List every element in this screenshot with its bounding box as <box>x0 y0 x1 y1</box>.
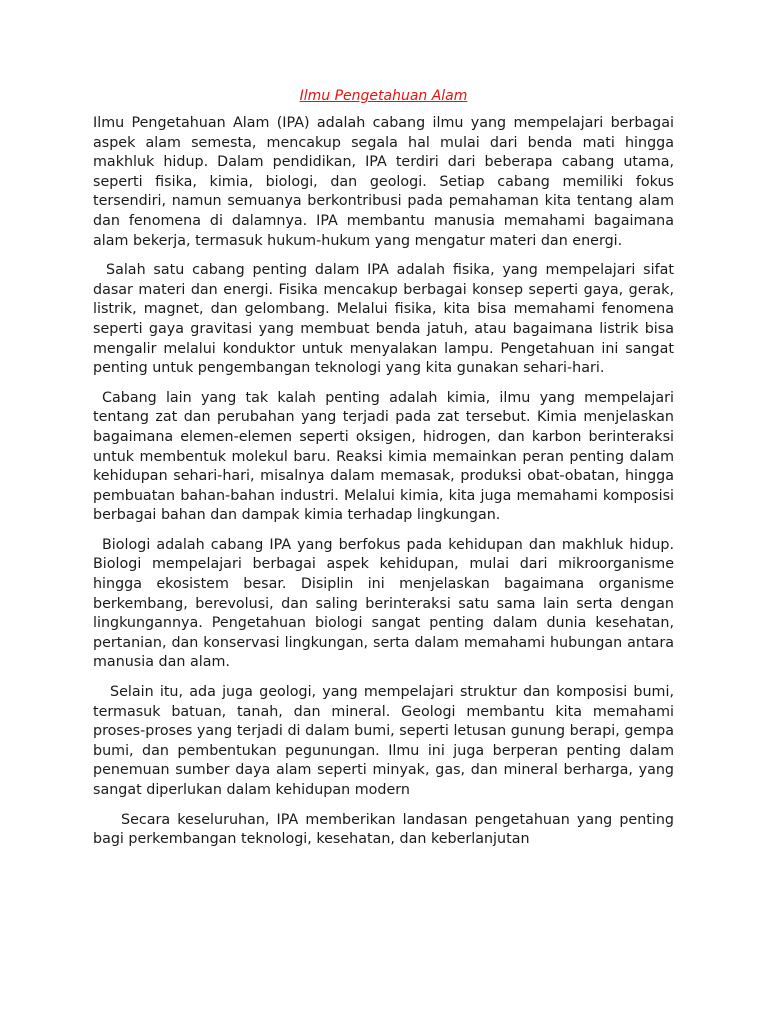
paragraph-biologi: Biologi adalah cabang IPA yang berfokus pada kehidupan dan makhluk hidup. Biologi mempelajari berbagai aspek kehidupan, mulai dari mikroorganisme hingga ekosistem besar. Disiplin ini menjelaskan bagaimana organisme berkembang, berevolusi, dan saling berinteraksi satu sama lain serta dengan lingkungannya. Pengetahuan biologi sangat penting dalam dunia kesehatan, pertanian, dan konservasi lingkungan, serta dalam memahami hubungan antara manusia dan alam. <box>93 536 674 671</box>
paragraph-fisika: Salah satu cabang penting dalam IPA adalah fisika, yang mempelajari sifat dasar materi dan energi. Fisika mencakup berbagai konsep seperti gaya, gerak, listrik, magnet, dan gelombang. Melalui fisika, kita bisa memahami fenomena seperti gaya gravitasi yang membuat benda jatuh, atau bagaimana listrik bisa mengalir melalui konduktor untuk menyalakan lampu. Pengetahuan ini sangat penting untuk pengembangan teknologi yang kita gunakan sehari-hari. <box>93 262 674 377</box>
paragraph-geologi: Selain itu, ada juga geologi, yang mempelajari struktur dan komposisi bumi, termasuk batuan, tanah, dan mineral. Geologi membantu kita memahami proses-proses yang terjadi di dalam bumi, seperti letusan gunung berapi, gempa bumi, dan pembentukan pegunungan. Ilmu ini juga berperan penting dalam penemuan sumber daya alam seperti minyak, gas, dan mineral berharga, yang sangat diperlukan dalam kehidupan modern <box>93 684 674 798</box>
paragraph-intro: Ilmu Pengetahuan Alam (IPA) adalah cabang ilmu yang mempelajari berbagai aspek alam semesta, mencakup segala hal mulai dari benda mati hingga makhluk hidup. Dalam pendidikan, IPA terdiri dari beberapa cabang utama, seperti fisika, kimia, biologi, dan geologi. Setiap cabang memiliki fokus tersendiri, namun semuanya berkontribusi pada pemahaman kita tentang alam dan fenomena di dalamnya. IPA membantu manusia memahami bagaimana alam bekerja, termasuk hukum-hukum yang mengatur materi dan energi. <box>93 115 674 249</box>
document-title: Ilmu Pengetahuan Alam <box>299 88 468 104</box>
paragraph-kimia: Cabang lain yang tak kalah penting adalah kimia, ilmu yang mempelajari tentang zat dan perubahan yang terjadi pada zat tersebut. Kimia menjelaskan bagaimana elemen-elemen seperti oksigen, hidrogen, dan karbon berinteraksi untuk membentuk molekul baru. Reaksi kimia memainkan peran penting dalam kehidupan sehari-hari, misalnya dalam memasak, produksi obat-obatan, hingga pembuatan bahan-bahan industri. Melalui kimia, kita juga memahami komposisi berbagai bahan dan dampak kimia terhadap lingkungan. <box>93 389 674 524</box>
document-page <box>93 86 674 860</box>
paragraph-kesimpulan: Secara keseluruhan, IPA memberikan landasan pengetahuan yang penting bagi perkembangan teknologi, kesehatan, dan keberlanjutan <box>93 811 674 848</box>
